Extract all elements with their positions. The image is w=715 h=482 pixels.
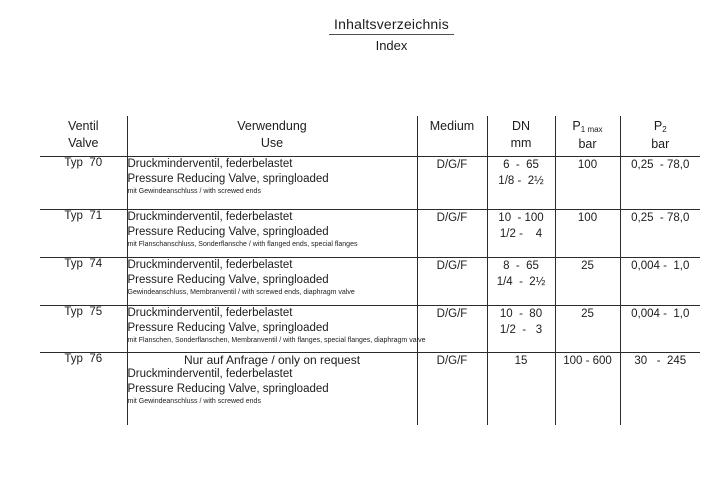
valve-type-cell: Typ 75 [40,305,127,352]
medium-cell: D/G/F [417,156,487,209]
table-row-typ-76 [40,352,700,425]
use-cell: Druckminderventil, federbelastet Pressure Reducing Valve, springloaded mit Flanschen, Sonderflanschen, Membranventil / with flanges, special flanges, diaphragm valve [127,305,417,352]
header-p1max: P1 max bar [555,116,620,156]
dn-cell: 15 [487,352,555,425]
p1max-cell: 100 [555,209,620,257]
valve-type-cell: Typ 71 [40,209,127,257]
dn-cell: 10 - 80 1/2 - 3 [487,305,555,352]
valve-type-cell: Typ 70 [40,156,127,209]
header-medium: Medium [417,116,487,156]
title-german: Inhaltsverzeichnis [329,16,454,35]
p2-cell: 0,004 - 1,0 [620,257,700,305]
request-only-line: Nur auf Anfrage / only on request [183,352,361,367]
dn-cell: 6 - 65 1/8 - 2½ [487,156,555,209]
use-cell: Druckminderventil, federbelastet Pressure Reducing Valve, springloaded mit Gewindeanschluss / with screwed ends [127,156,417,209]
table-row-typ-74 [40,257,700,305]
dn-cell: 8 - 65 1/4 - 2½ [487,257,555,305]
use-cell: Druckminderventil, federbelastet Pressure Reducing Valve, springloaded mit Flanschanschluss, Sonderflansche / with flanged ends, special flanges [127,209,417,257]
medium-cell: D/G/F [417,257,487,305]
valve-type-cell: Typ 76 [64,352,103,365]
page-title [0,16,715,55]
table-header-row [40,116,700,156]
table-row-typ-71 [40,209,700,257]
medium-cell: D/G/F [417,305,487,352]
valve-index-table [40,116,700,425]
p1max-cell: 100 - 600 [555,352,620,425]
p1max-cell: 100 [555,156,620,209]
header-ventil: Ventil Valve [40,116,127,156]
use-cell: Nur auf Anfrage / only on request Druckminderventil, federbelastet Pressure Reducing Valve, springloaded mit Gewindeanschluss / with screwed ends [127,352,417,425]
title-english: Index [375,38,408,53]
p2-cell: 0,25 - 78,0 [620,156,700,209]
header-verwendung: Verwendung Use [127,116,417,156]
table-row-typ-70 [40,156,700,209]
valve-type-cell: Typ 74 [40,257,127,305]
header-dn: DN mm [487,116,555,156]
p1max-cell: 25 [555,257,620,305]
p2-cell: 30 - 245 [620,352,700,425]
p2-cell: 0,25 - 78,0 [620,209,700,257]
use-cell: Druckminderventil, federbelastet Pressure Reducing Valve, springloaded Gewindeanschluss, Membranventil / with screwed ends, diaphragm valve [127,257,417,305]
p2-cell: 0,004 - 1,0 [620,305,700,352]
header-p2: P2 bar [620,116,700,156]
table-row-typ-75 [40,305,700,352]
medium-cell: D/G/F [417,352,487,425]
dn-cell: 10 - 100 1/2 - 4 [487,209,555,257]
medium-cell: D/G/F [417,209,487,257]
p1max-cell: 25 [555,305,620,352]
